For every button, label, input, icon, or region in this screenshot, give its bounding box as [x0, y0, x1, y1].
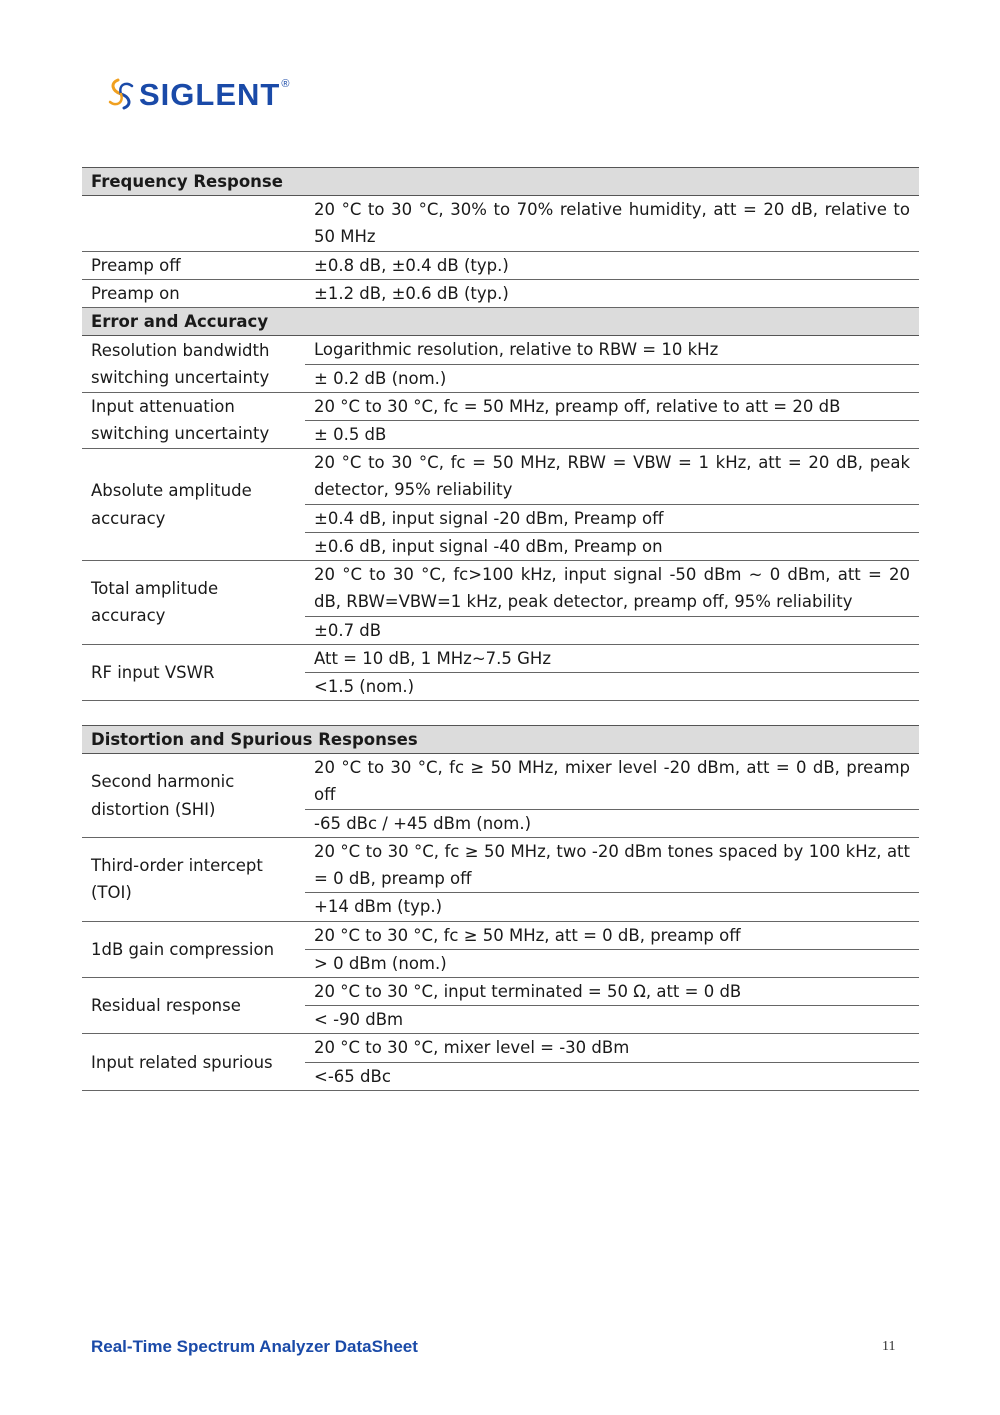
spec-label: Preamp on	[82, 279, 305, 307]
spec-label: Total amplitude accuracy	[82, 561, 305, 645]
spec-label: Input related spurious	[82, 1034, 305, 1090]
table-row	[82, 449, 919, 504]
spec-value: <1.5 (nom.)	[305, 672, 919, 700]
table-row	[82, 251, 919, 279]
table-row	[82, 392, 919, 420]
spec-value: 20 °C to 30 °C, fc ≥ 50 MHz, att = 0 dB, preamp off	[305, 921, 919, 949]
section-title: Distortion and Spurious Responses	[82, 726, 919, 754]
spec-label: 1dB gain compression	[82, 921, 305, 977]
table-row	[82, 561, 919, 616]
spec-label: Second harmonic distortion (SHI)	[82, 754, 305, 838]
brand-name: SIGLENT	[139, 76, 281, 112]
spec-value: 20 °C to 30 °C, fc = 50 MHz, RBW = VBW = 1 kHz, att = 20 dB, peak detector, 95% reliability	[305, 449, 919, 504]
spec-value: ± 0.2 dB (nom.)	[305, 364, 919, 392]
spec-label: Third-order intercept (TOI)	[82, 837, 305, 921]
spec-value: <-65 dBc	[305, 1062, 919, 1090]
table-row	[82, 1034, 919, 1062]
spec-label: Residual response	[82, 977, 305, 1033]
spec-value: -65 dBc / +45 dBm (nom.)	[305, 809, 919, 837]
spec-value: 20 °C to 30 °C, mixer level = -30 dBm	[305, 1034, 919, 1062]
spec-label	[82, 196, 305, 251]
spec-value: +14 dBm (typ.)	[305, 893, 919, 921]
table-row	[82, 837, 919, 892]
spec-value: 20 °C to 30 °C, fc ≥ 50 MHz, mixer level -20 dBm, att = 0 dB, preamp off	[305, 754, 919, 809]
spec-value: 20 °C to 30 °C, input terminated = 50 Ω, att = 0 dB	[305, 977, 919, 1005]
spec-value: < -90 dBm	[305, 1006, 919, 1034]
spec-value: ± 0.5 dB	[305, 420, 919, 448]
registered-mark: ®	[281, 78, 290, 90]
section-title: Error and Accuracy	[82, 308, 919, 336]
table-row	[82, 754, 919, 809]
spec-label: Resolution bandwidth switching uncertainty	[82, 336, 305, 392]
spec-label: Preamp off	[82, 251, 305, 279]
spec-label: Input attenuation switching uncertainty	[82, 392, 305, 448]
spec-value: ±0.6 dB, input signal -40 dBm, Preamp on	[305, 532, 919, 560]
spec-value: 20 °C to 30 °C, 30% to 70% relative humidity, att = 20 dB, relative to 50 MHz	[305, 196, 919, 251]
spec-value: ±0.8 dB, ±0.4 dB (typ.)	[305, 251, 919, 279]
siglent-swirl-icon	[106, 77, 136, 111]
spec-table-distortion	[82, 725, 919, 1091]
spec-value: 20 °C to 30 °C, fc>100 kHz, input signal -50 dBm ~ 0 dBm, att = 20 dB, RBW=VBW=1 kHz, peak detector, preamp off, 95% reliability	[305, 561, 919, 616]
section-title: Frequency Response	[82, 168, 919, 196]
spec-label: RF input VSWR	[82, 644, 305, 700]
page-number: 11	[882, 1339, 896, 1354]
table-row	[82, 921, 919, 949]
spec-value: 20 °C to 30 °C, fc ≥ 50 MHz, two -20 dBm tones spaced by 100 kHz, att = 0 dB, preamp off	[305, 837, 919, 892]
footer-title: Real-Time Spectrum Analyzer DataSheet	[91, 1337, 418, 1356]
spec-value: ±1.2 dB, ±0.6 dB (typ.)	[305, 279, 919, 307]
table-row	[82, 644, 919, 672]
spec-value: Logarithmic resolution, relative to RBW = 10 kHz	[305, 336, 919, 364]
section-header	[82, 168, 919, 196]
spec-table-accuracy	[82, 167, 919, 701]
table-row	[82, 196, 919, 251]
section-header	[82, 726, 919, 754]
spec-value: Att = 10 dB, 1 MHz~7.5 GHz	[305, 644, 919, 672]
siglent-logo	[106, 74, 289, 114]
spec-value: ±0.4 dB, input signal -20 dBm, Preamp off	[305, 504, 919, 532]
spec-value: 20 °C to 30 °C, fc = 50 MHz, preamp off, relative to att = 20 dB	[305, 392, 919, 420]
table-row	[82, 336, 919, 364]
section-header	[82, 308, 919, 336]
table-row	[82, 279, 919, 307]
spec-value: > 0 dBm (nom.)	[305, 949, 919, 977]
spec-value: ±0.7 dB	[305, 616, 919, 644]
table-row	[82, 977, 919, 1005]
spec-label: Absolute amplitude accuracy	[82, 449, 305, 561]
